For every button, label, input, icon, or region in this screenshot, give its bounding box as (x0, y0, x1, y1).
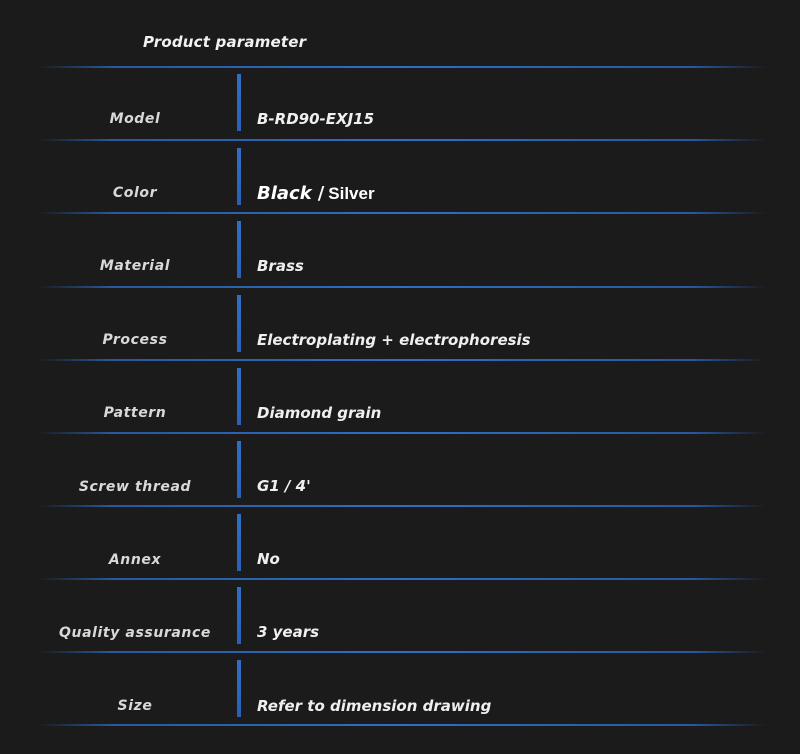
color-black: Black (257, 183, 312, 204)
row-value-material: Brass (257, 257, 304, 275)
row-label-pattern: Pattern (103, 405, 167, 421)
row-label-material: Material (99, 258, 171, 274)
row-divider (38, 286, 766, 288)
color-silver: Silver (328, 184, 375, 203)
row-value-process: Electroplating + electrophoresis (257, 331, 531, 349)
row-divider (38, 139, 766, 141)
page-title: Product parameter (143, 33, 307, 51)
row-divider (38, 578, 766, 580)
row-value-model: B-RD90-EXJ15 (257, 110, 375, 128)
row-value-size: Refer to dimension drawing (257, 697, 492, 715)
row-divider (38, 651, 766, 653)
row-value-pattern: Diamond grain (257, 404, 382, 422)
row-label-process: Process (102, 332, 168, 348)
header-divider (38, 66, 766, 68)
row-divider (38, 505, 766, 507)
row-label-model: Model (109, 111, 161, 127)
row-label-annex: Annex (108, 552, 162, 568)
row-label-screw-thread: Screw thread (78, 479, 192, 495)
row-divider (38, 359, 766, 361)
row-divider (38, 212, 766, 214)
row-value-quality-assurance: 3 years (257, 623, 320, 641)
row-label-size: Size (117, 698, 153, 714)
row-divider (38, 724, 766, 726)
row-value-screw-thread: G1 / 4' (257, 477, 311, 495)
row-value-annex: No (257, 550, 280, 568)
row-value-color (257, 183, 375, 204)
row-label-quality-assurance: Quality assurance (59, 625, 211, 641)
row-divider (38, 432, 766, 434)
color-separator: / (317, 183, 325, 204)
row-label-color: Color (112, 185, 158, 201)
